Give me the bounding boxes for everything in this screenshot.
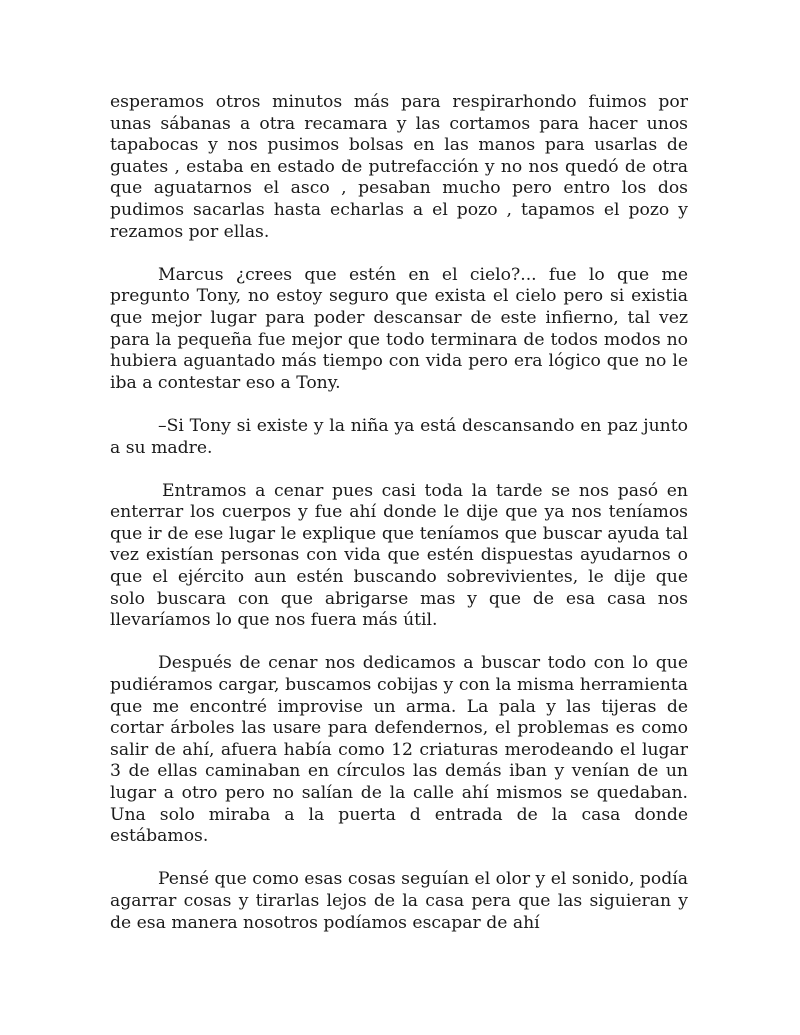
paragraph-5: Después de cenar nos dedicamos a buscar todo con lo que pudiéramos cargar, buscamos cobijas y con la misma herramienta que me encontré improvise un arma. La pala y las tijeras de cortar árboles las usare para defendernos, el problemas es como salir de ahí, afuera había como 12 criaturas merodeando el lugar 3 de ellas caminaban en círculos las demás iban y venían de un lugar a otro pero no salían de la calle ahí mismos se quedaban. Una solo miraba a la puerta d entrada de la casa donde estábamos. [110, 653, 688, 847]
paragraph-4: Entramos a cenar pues casi toda la tarde se nos pasó en enterrar los cuerpos y fue ahí donde le dije que ya nos teníamos que ir de ese lugar le explique que teníamos que buscar ayuda tal vez existían personas con vida que estén dispuestas ayudarnos o que el ejército aun estén buscando sobrevivientes, le dije que solo buscara con que abrigarse mas y que de esa casa nos llevaríamos lo que nos fuera más útil. [110, 480, 688, 631]
paragraph-1: esperamos otros minutos más para respirarhondo fuimos por unas sábanas a otra recamara y las cortamos para hacer unos tapabocas y nos pusimos bolsas en las manos para usarlas de guates , estaba en estado de putrefacción y no nos quedó de otra que aguatarnos el asco , pesaban mucho pero entro los dos pudimos sacarlas hasta echarlas a el pozo , tapamos el pozo y rezamos por ellas. [110, 92, 688, 242]
paragraph-3: –Si Tony si existe y la niña ya está descansando en paz junto a su madre. [110, 415, 688, 458]
body-text [110, 92, 688, 956]
paragraph-2: Marcus ¿crees que estén en el cielo?... fue lo que me pregunto Tony, no estoy seguro que exista el cielo pero si existia que mejor lugar para poder descansar de este infierno, tal vez para la pequeña fue mejor que todo terminara de todos modos no hubiera aguantado más tiempo con vida pero era lógico que no le iba a contestar eso a Tony. [110, 264, 688, 393]
paragraph-6: Pensé que como esas cosas seguían el olor y el sonido, podía agarrar cosas y tirarlas lejos de la casa pera que las siguieran y de esa manera nosotros podíamos escapar de ahí [110, 869, 688, 933]
